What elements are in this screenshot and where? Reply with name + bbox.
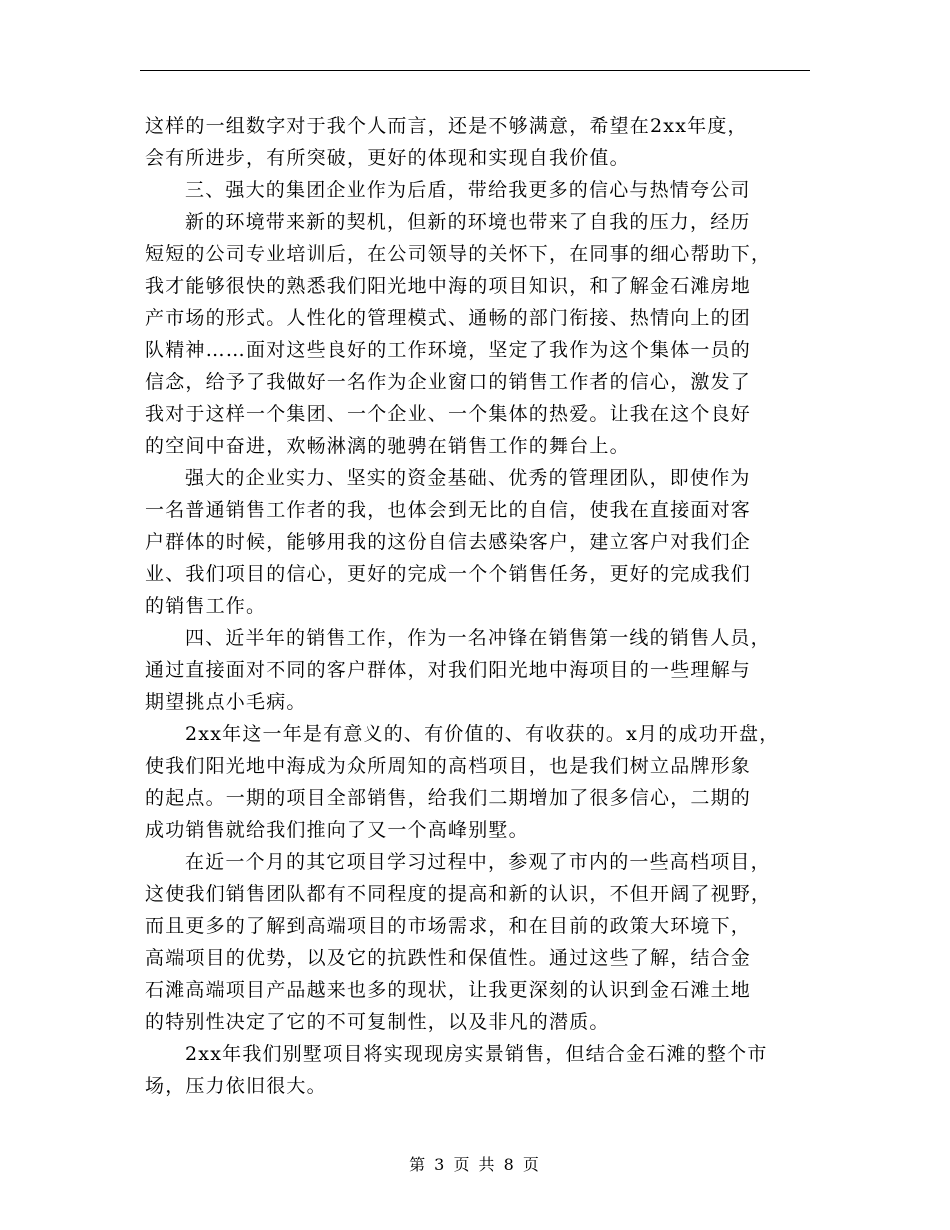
text-line: 短短的公司专业培训后，在公司领导的关怀下，在同事的细心帮助下，	[145, 243, 772, 265]
text-line: 的空间中奋进，欢畅淋漓的驰骋在销售工作的舞台上。	[145, 435, 630, 457]
text-line: 石滩高端项目产品越来也多的现状，让我更深刻的认识到金石滩土地	[145, 979, 752, 1001]
text-line: 高端项目的优势，以及它的抗跌性和保值性。通过这些了解，结合金	[145, 947, 752, 969]
text-line: 一名普通销售工作者的我，也体会到无比的自信，使我在直接面对客	[145, 499, 752, 521]
text-line: 这使我们销售团队都有不同程度的提高和新的认识，不但开阔了视野，	[145, 883, 772, 905]
text-line: 使我们阳光地中海成为众所周知的高档项目，也是我们树立品牌形象	[145, 755, 752, 777]
text-line: 产市场的形式。人性化的管理模式、通畅的部门衔接、热情向上的团	[145, 307, 752, 329]
text-line: 场，压力依旧很大。	[145, 1075, 327, 1097]
text-line: 我对于这样一个集团、一个企业、一个集体的热爱。让我在这个良好	[145, 403, 752, 425]
text-line: 2xx年这一年是有意义的、有价值的、有收获的。x月的成功开盘，	[185, 723, 780, 745]
text-line: 会有所进步，有所突破，更好的体现和实现自我价值。	[145, 147, 630, 169]
text-line: 通过直接面对不同的客户群体，对我们阳光地中海项目的一些理解与	[145, 659, 752, 681]
header-rule	[140, 70, 810, 71]
text-line: 强大的企业实力、坚实的资金基础、优秀的管理团队，即使作为	[185, 467, 751, 489]
text-line: 信念，给予了我做好一名作为企业窗口的销售工作者的信心，激发了	[145, 371, 752, 393]
text-line: 2xx年我们别墅项目将实现现房实景销售，但结合金石滩的整个市	[185, 1043, 768, 1065]
text-line: 在近一个月的其它项目学习过程中，参观了市内的一些高档项目，	[185, 851, 771, 873]
text-line: 新的环境带来新的契机，但新的环境也带来了自我的压力，经历	[185, 211, 751, 233]
text-line: 的起点。一期的项目全部销售，给我们二期增加了很多信心，二期的	[145, 787, 752, 809]
text-line: 业、我们项目的信心，更好的完成一个个销售任务，更好的完成我们	[145, 563, 752, 585]
text-line: 这样的一组数字对于我个人而言，还是不够满意，希望在2xx年度，	[145, 115, 748, 137]
text-line: 的特别性决定了它的不可复制性，以及非凡的潜质。	[145, 1011, 610, 1033]
text-line: 的销售工作。	[145, 595, 267, 617]
text-line: 三、强大的集团企业作为后盾，带给我更多的信心与热情夸公司	[185, 179, 751, 201]
text-line: 我才能够很快的熟悉我们阳光地中海的项目知识，和了解金石滩房地	[145, 275, 752, 297]
text-line: 成功销售就给我们推向了又一个高峰别墅。	[145, 819, 529, 841]
text-line: 四、近半年的销售工作，作为一名冲锋在销售第一线的销售人员，	[185, 627, 771, 649]
text-line: 期望挑点小毛病。	[145, 691, 307, 713]
page-footer: 第 3 页 共 8 页	[409, 1155, 541, 1174]
text-line: 而且更多的了解到高端项目的市场需求，和在目前的政策大环境下，	[145, 915, 752, 937]
document-body	[145, 110, 815, 1102]
text-line: 队精神……面对这些良好的工作环境，坚定了我作为这个集体一员的	[145, 339, 752, 361]
text-line: 户群体的时候，能够用我的这份自信去感染客户，建立客户对我们企	[145, 531, 752, 553]
